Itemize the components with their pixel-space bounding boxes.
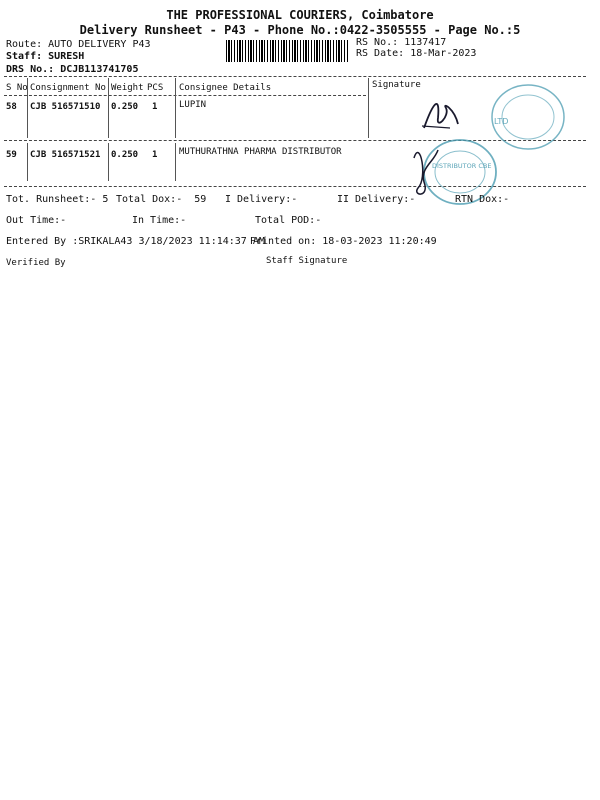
tot-runsheet-label: Tot. Runsheet:- — [6, 194, 97, 205]
drs-label: DRS No.: — [6, 64, 55, 75]
stamp1-text: LTD — [494, 117, 509, 126]
staff-signature-label: Staff Signature — [266, 256, 348, 266]
rs-date-line — [356, 48, 476, 59]
drs-line — [6, 64, 138, 75]
col-divider — [175, 143, 176, 181]
company-title: THE PROFESSIONAL COURIERS, Coimbatore — [166, 8, 434, 22]
col-divider — [27, 78, 28, 138]
printed-on — [250, 236, 437, 247]
col-header-consignment: Consignment No — [30, 83, 106, 93]
rs-no-value: 1137417 — [404, 37, 447, 48]
in-time-label: In Time:- — [132, 215, 187, 226]
col-header-sno: S No — [6, 83, 28, 93]
total-dox-label: Total Dox:- — [116, 194, 183, 205]
rs-date-value: 18-Mar-2023 — [410, 48, 477, 59]
staff-label: Staff: — [6, 51, 43, 62]
i-delivery-label: I Delivery:- — [225, 194, 298, 205]
route-label: Route: — [6, 39, 43, 50]
barcode — [226, 40, 349, 62]
total-dox — [116, 194, 206, 205]
col-header-signature: Signature — [372, 80, 421, 90]
tot-runsheet-value: 5 — [102, 194, 109, 205]
row-59-consignment: CJB 516571521 — [30, 150, 101, 160]
rs-no-label: RS No.: — [356, 37, 399, 48]
row-58-weight: 0.250 — [111, 102, 139, 112]
header-bottom-rule — [4, 95, 366, 96]
row-58-sno: 58 — [6, 102, 17, 112]
col-divider — [108, 78, 109, 138]
printed-on-label: Printed on: — [250, 236, 317, 247]
total-dox-value: 59 — [194, 194, 207, 205]
verified-by-label: Verified By — [6, 258, 66, 268]
col-header-weight: Weight — [111, 83, 144, 93]
route-line — [6, 39, 151, 50]
route-value: AUTO DELIVERY P43 — [48, 39, 151, 50]
col-header-consignee: Consignee Details — [179, 83, 272, 93]
row-59-consignee: MUTHURATHNA PHARMA DISTRIBUTOR — [179, 147, 342, 157]
signature-scribble — [420, 98, 460, 134]
row-59-sno: 59 — [6, 150, 17, 160]
row-58-consignee: LUPIN — [179, 100, 207, 110]
row-58-consignment: CJB 516571510 — [30, 102, 101, 112]
tot-runsheet — [6, 194, 108, 205]
rtn-dox-label: RTN Dox:- — [455, 194, 510, 205]
stamp2-text: DISTRIBUTOR CBE — [432, 162, 492, 170]
out-time-label: Out Time:- — [6, 215, 67, 226]
staff-value: SURESH — [48, 51, 85, 62]
runsheet-subtitle: Delivery Runsheet - P43 - Phone No.:0422-3505555 - Page No.:5 — [79, 23, 521, 37]
entered-by — [6, 236, 265, 247]
col-divider — [368, 78, 369, 138]
col-divider — [175, 78, 176, 138]
drs-value: DCJB113741705 — [60, 64, 139, 75]
rs-no-line — [356, 37, 446, 48]
col-divider — [108, 143, 109, 181]
row-59-pcs: 1 — [152, 150, 158, 160]
row-58-pcs: 1 — [152, 102, 158, 112]
ii-delivery-label: II Delivery:- — [337, 194, 416, 205]
col-header-pcs: PCS — [147, 83, 164, 93]
entered-by-label: Entered By : — [6, 236, 79, 247]
rs-date-label: RS Date: — [356, 48, 405, 59]
row-59-weight: 0.250 — [111, 150, 139, 160]
table-top-rule — [4, 76, 586, 77]
entered-by-value: SRIKALA43 3/18/2023 11:14:37 AM — [78, 236, 265, 247]
printed-on-value: 18-03-2023 11:20:49 — [322, 236, 437, 247]
total-pod-label: Total POD:- — [255, 215, 322, 226]
staff-line — [6, 51, 84, 62]
col-divider — [27, 143, 28, 181]
